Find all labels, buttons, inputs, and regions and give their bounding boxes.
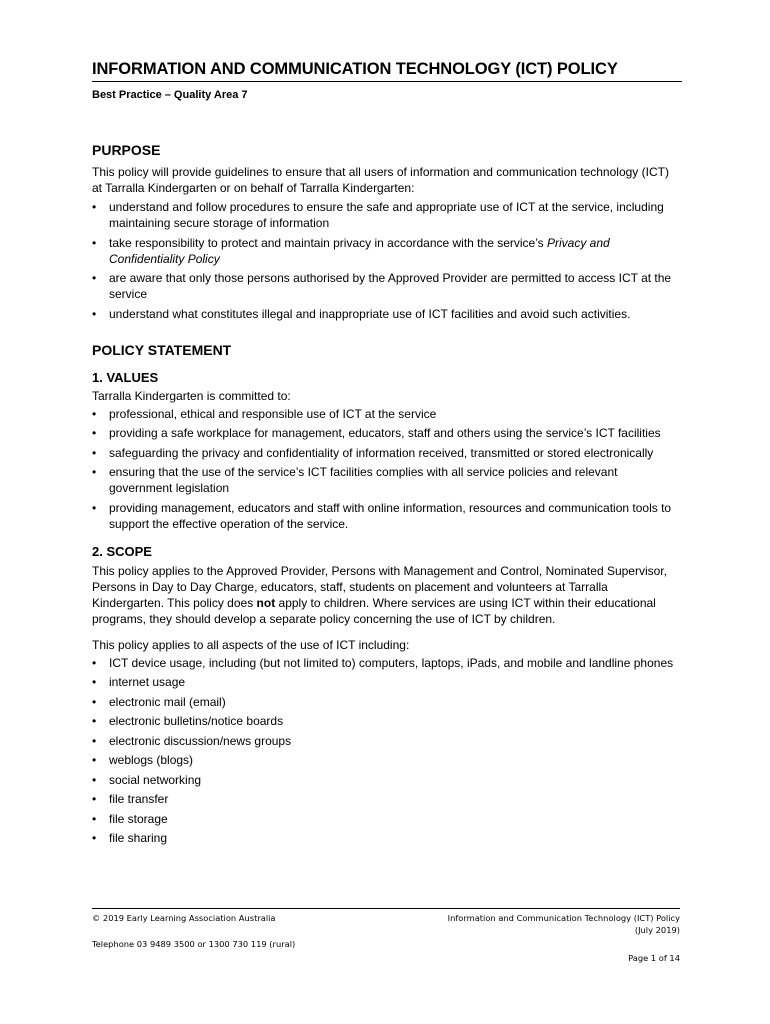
values-intro: Tarralla Kindergarten is committed to: <box>92 388 291 403</box>
policy-statement-heading: POLICY STATEMENT <box>92 341 232 358</box>
purpose-list <box>92 199 682 322</box>
page-number: Page 1 of 14 <box>628 953 680 963</box>
list-item: • weblogs (blogs) <box>92 752 682 768</box>
list-item: • understand what constitutes illegal and inappropriate use of ICT facilities and avoid such activities. <box>92 306 682 322</box>
document-title: INFORMATION AND COMMUNICATION TECHNOLOGY (ICT) POLICY <box>92 60 682 82</box>
scope-list-intro: This policy applies to all aspects of the use of ICT including: <box>92 637 410 652</box>
values-list <box>92 406 682 532</box>
page-footer <box>92 908 680 964</box>
list-item: • professional, ethical and responsible use of ICT at the service <box>92 406 682 422</box>
list-item: • internet usage <box>92 674 682 690</box>
list-item-text: take responsibility to protect and maintain privacy in accordance with the service’s <box>109 235 547 250</box>
list-item <box>92 235 682 267</box>
emphasis-not: not <box>256 595 276 610</box>
list-item: • ensuring that the use of the service’s ICT facilities complies with all service policies and relevant government legislation <box>92 464 682 496</box>
list-item: • providing a safe workplace for management, educators, staff and others using the service’s ICT facilities <box>92 425 682 441</box>
purpose-intro: This policy will provide guidelines to ensure that all users of information and communication technology (ICT) at Tarralla Kindergarten or on behalf of Tarralla Kindergarten: <box>92 165 669 195</box>
policy-reference: Privacy and Confidentiality Policy <box>109 235 610 266</box>
scope-list <box>92 655 682 847</box>
list-item: • understand and follow procedures to ensure the safe and appropriate use of ICT at the service, including maintaining secure storage of information <box>92 199 682 231</box>
list-item: • file sharing <box>92 830 682 846</box>
list-item: • electronic mail (email) <box>92 694 682 710</box>
footer-policy-name: Information and Communication Technology (ICT) Policy <box>447 913 680 923</box>
footer-telephone: Telephone 03 9489 3500 or 1300 730 119 (rural) <box>92 939 296 949</box>
list-item: • electronic bulletins/notice boards <box>92 713 682 729</box>
scope-heading: 2. SCOPE <box>92 543 152 559</box>
list-item: • social networking <box>92 772 682 788</box>
scope-paragraph: This policy applies to the Approved Provider, Persons with Management and Control, Nominated Supervisor, Persons in Day to Day Charge, educators, staff, students on placement and volunteers at Tarralla Kindergarten. This policy does not apply to children. Where services are using ICT within their educational programs, they should develop a separate policy concerning the use of ICT by children. <box>92 563 667 626</box>
list-item: • safeguarding the privacy and confidentiality of information received, transmitted or stored electronically <box>92 445 682 461</box>
list-item: • ICT device usage, including (but not limited to) computers, laptops, iPads, and mobile and landline phones <box>92 655 682 671</box>
list-item: • electronic discussion/news groups <box>92 733 682 749</box>
purpose-heading: PURPOSE <box>92 142 161 158</box>
footer-copyright: © 2019 Early Learning Association Australia <box>92 913 276 923</box>
list-item: • are aware that only those persons authorised by the Approved Provider are permitted to access ICT at the service <box>92 270 682 302</box>
values-heading: 1. VALUES <box>92 369 159 385</box>
footer-date: (July 2019) <box>634 925 680 935</box>
document-subtitle: Best Practice – Quality Area 7 <box>92 89 248 101</box>
list-item: • file storage <box>92 811 682 827</box>
list-item: • providing management, educators and staff with online information, resources and communication tools to support the effective operation of the service. <box>92 500 682 532</box>
document-body <box>92 60 682 850</box>
list-item: • file transfer <box>92 791 682 807</box>
